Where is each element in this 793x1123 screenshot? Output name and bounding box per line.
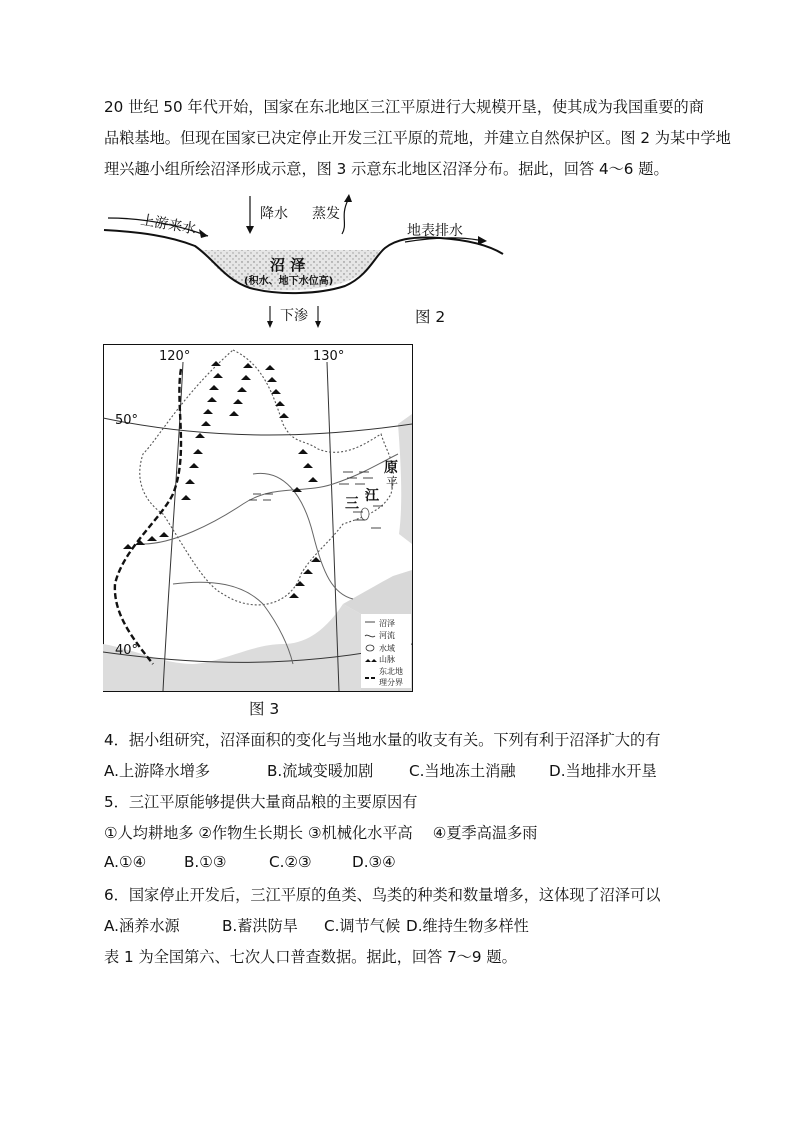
- seep-label: 下渗: [280, 308, 308, 324]
- legend-water: 水域: [379, 644, 395, 653]
- question-6: 6．国家停止开发后，三江平原的鱼类、鸟类的种类和数量增多，这体现了沼泽可以: [104, 886, 661, 904]
- q5-option-b[interactable]: B.①③: [184, 853, 227, 871]
- rain-label: 降水: [260, 206, 288, 222]
- surface-drain-label: 地表排水: [407, 223, 463, 239]
- evap-arrow: [342, 200, 348, 234]
- q6-option-d[interactable]: D.维持生物多样性: [406, 917, 529, 935]
- table-1-intro: 表 1 为全国第六、七次人口普查数据。据此，回答 7～9 题。: [104, 948, 517, 966]
- q4-option-a[interactable]: A.上游降水增多: [104, 762, 211, 780]
- intro-line-1: 20 世纪 50 年代开始，国家在东北地区三江平原进行大规模开垦，使其成为我国重要的商: [104, 98, 704, 116]
- lat-40-label: 40°: [115, 643, 139, 658]
- q4-option-b[interactable]: B.流域变暖加剧: [267, 762, 374, 780]
- q5-option-d[interactable]: D.③④: [352, 853, 396, 871]
- question-4: 4．据小组研究，沼泽面积的变化与当地水量的收支有关。下列有利于沼泽扩大的有: [104, 731, 661, 749]
- map-legend: [361, 614, 411, 688]
- q5-option-a[interactable]: A.①④: [104, 853, 147, 871]
- figure-3-map: [103, 344, 413, 692]
- figure-3-caption: 图 3: [249, 700, 280, 718]
- place-san: 三: [345, 496, 359, 512]
- lon-130-label: 130°: [313, 349, 345, 364]
- legend-mountain: 山脉: [379, 655, 395, 664]
- question-5-items: ①人均耕地多 ②作物生长期长 ③机械化水平高 ④夏季高温多雨: [104, 824, 538, 842]
- intro-line-3: 理兴趣小组所绘沼泽形成示意，图 3 示意东北地区沼泽分布。据此，回答 4～6 题。: [104, 160, 669, 178]
- figure-2-marsh-diagram: [0, 188, 793, 338]
- q4-option-d[interactable]: D.当地排水开垦: [549, 762, 657, 780]
- question-5: 5．三江平原能够提供大量商品粮的主要原因有: [104, 793, 418, 811]
- figure-2-caption: 图 2: [415, 308, 446, 326]
- q5-option-c[interactable]: C.②③: [269, 853, 312, 871]
- evap-label: 蒸发: [312, 206, 340, 222]
- marsh-note: (积水、地下水位高): [244, 276, 334, 287]
- legend-boundary-2: 理分界: [379, 678, 403, 687]
- legend-boundary-1: 东北地: [379, 667, 403, 676]
- lake: [361, 508, 369, 520]
- place-ping: 平: [386, 476, 399, 490]
- marsh-title: 沼 泽: [270, 256, 306, 274]
- upstream-label: 上游来水: [139, 212, 198, 238]
- q6-option-b[interactable]: B.蓄洪防旱: [222, 917, 298, 935]
- q6-option-c[interactable]: C.调节气候: [324, 917, 401, 935]
- place-jiang: 江: [365, 488, 379, 504]
- q6-option-a[interactable]: A.涵养水源: [104, 917, 180, 935]
- place-yuan: 原: [384, 460, 398, 476]
- lon-120-label: 120°: [159, 349, 191, 364]
- q4-option-c[interactable]: C.当地冻土消融: [409, 762, 516, 780]
- lat-50-label: 50°: [115, 413, 139, 428]
- legend-river: 河流: [379, 631, 395, 640]
- intro-line-2: 品粮基地。但现在国家已决定停止开发三江平原的荒地，并建立自然保护区。图 2 为某中学地: [104, 129, 731, 147]
- legend-marsh: 沼泽: [379, 619, 395, 628]
